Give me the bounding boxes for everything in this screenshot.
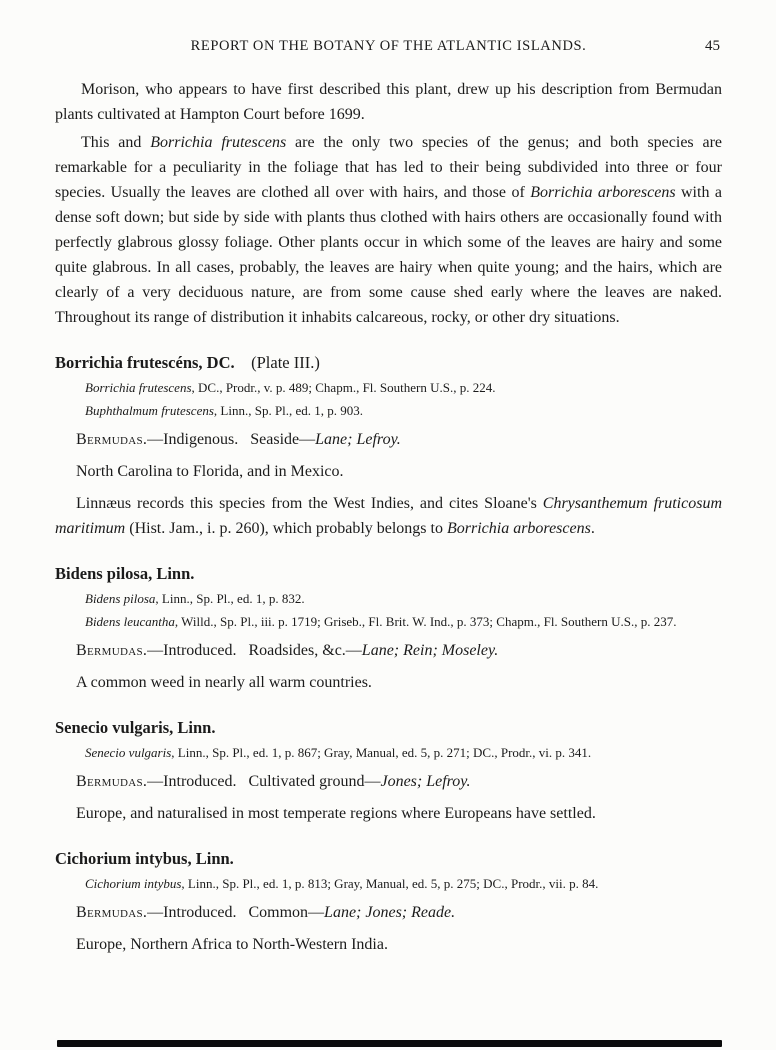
status-line: Bermudas.—Indigenous. Seaside—Lane; Lefroy. <box>76 431 401 448</box>
note-paragraph: Linnæus records this species from the West Indies, and cites Sloane's Chrysanthemum fruticosum maritimum (Hist. Jam., i. p. 260), which probably belongs to Borrichia arborescens. <box>55 495 723 537</box>
intro-paragraph-2: This and Borrichia frutescens are the only two species of the genus; and both species are remarkable for a peculiarity in the foliage that has led to their being subdivided into three or four species. Usually the leaves are clothed all over with hairs, and those of Borrichia arborescens with a dense soft down; but side by side with plants thus clothed with hairs others are occasionally found with perfectly glabrous glossy foliage. Other plants occur in which some of the leaves are hairy and some quite glabrous. In all cases, probably, the leaves are hairy when quite young; and the hairs, which are clearly of a very deciduous nature, are from some cause shed early where the leaves are naked. Throughout its range of distribution it inhabits calcareous, rocky, or other dry situations. <box>55 134 723 326</box>
synonymy-line: Cichorium intybus, Linn., Sp. Pl., ed. 1, p. 813; Gray, Manual, ed. 5, p. 275; DC., Prodr., vii. p. 84. <box>85 876 599 891</box>
species-entry-bidens-pilosa <box>55 563 722 695</box>
status-line: Bermudas.—Introduced. Cultivated ground—Jones; Lefroy. <box>76 773 471 790</box>
species-heading: Bidens pilosa, Linn. <box>55 564 195 583</box>
species-heading: Borrichia frutescéns, DC. (Plate III.) <box>55 353 320 372</box>
status-line: Bermudas.—Introduced. Roadsides, &c.—Lane; Rein; Moseley. <box>76 642 499 659</box>
species-entry-cichorium-intybus <box>55 848 722 957</box>
note-paragraph: Europe, Northern Africa to North-Western India. <box>76 936 388 953</box>
page-number: 45 <box>705 38 720 54</box>
note-paragraph: A common weed in nearly all warm countries. <box>76 674 372 691</box>
status-line: Bermudas.—Introduced. Common—Lane; Jones; Reade. <box>76 904 456 921</box>
synonymy-line: Borrichia frutescens, DC., Prodr., v. p. 489; Chapm., Fl. Southern U.S., p. 224. <box>85 380 496 395</box>
species-heading: Cichorium intybus, Linn. <box>55 849 234 868</box>
synonymy-line: Senecio vulgaris, Linn., Sp. Pl., ed. 1, p. 867; Gray, Manual, ed. 5, p. 271; DC., Prodr., vi. p. 341. <box>85 745 592 760</box>
running-head <box>55 38 722 55</box>
synonymy-line: Bidens leucantha, Willd., Sp. Pl., iii. p. 1719; Griseb., Fl. Brit. W. Ind., p. 373; Chapm., Fl. Southern U.S., p. 237. <box>85 614 677 629</box>
synonymy-line: Bidens pilosa, Linn., Sp. Pl., ed. 1, p. 832. <box>85 591 305 606</box>
synonymy-line: Buphthalmum frutescens, Linn., Sp. Pl., ed. 1, p. 903. <box>85 403 364 418</box>
scan-artifact-bar <box>57 1040 722 1047</box>
species-heading: Senecio vulgaris, Linn. <box>55 718 216 737</box>
species-entry-borrichia-frutescens <box>55 352 722 541</box>
page-title: REPORT ON THE BOTANY OF THE ATLANTIC ISLANDS. <box>190 38 587 54</box>
intro-paragraph-1: Morison, who appears to have first described this plant, drew up his description from Bermudan plants cultivated at Hampton Court before 1699. <box>55 81 722 123</box>
note-paragraph: Europe, and naturalised in most temperate regions where Europeans have settled. <box>76 805 596 822</box>
species-entry-senecio-vulgaris <box>55 717 722 826</box>
distribution-line: North Carolina to Florida, and in Mexico. <box>76 463 344 480</box>
